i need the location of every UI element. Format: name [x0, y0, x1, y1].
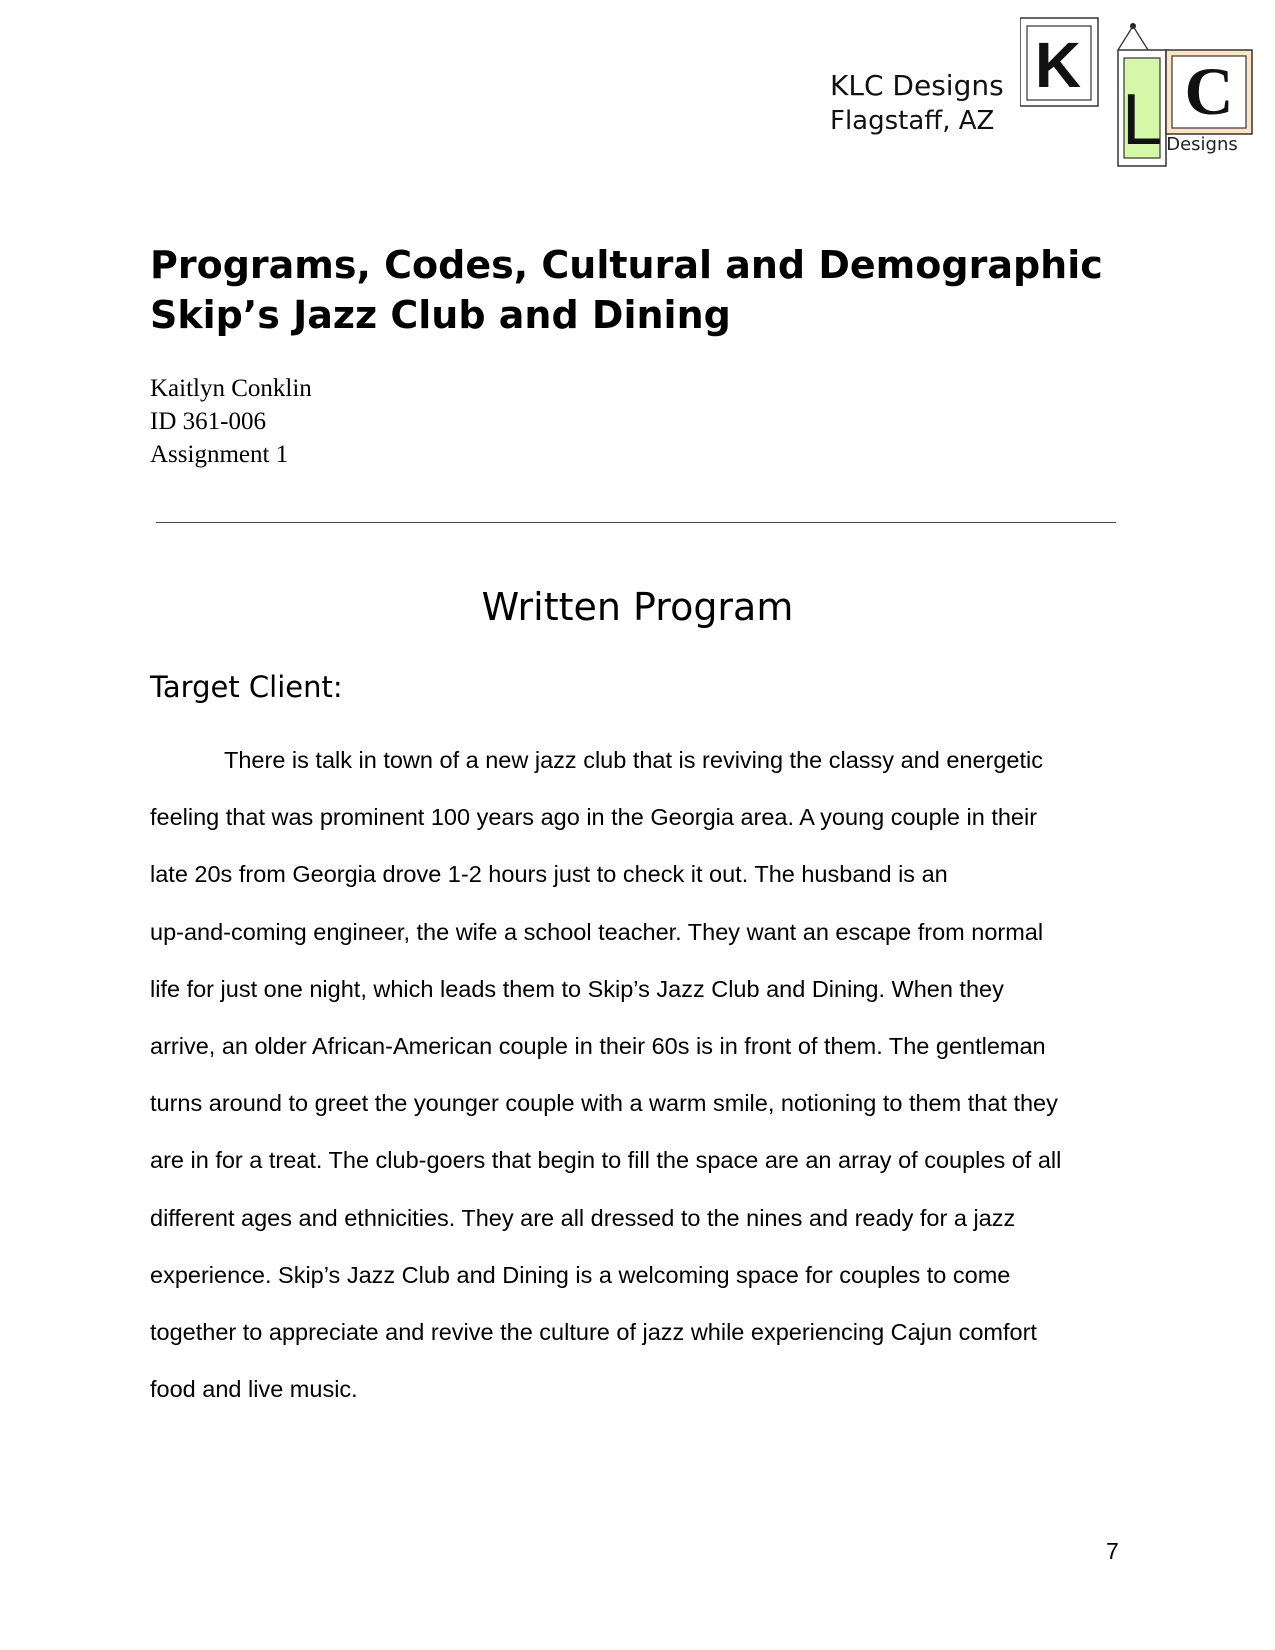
company-name: KLC Designs	[830, 69, 1004, 102]
paragraph-line: feeling that was prominent 100 years ago in the Georgia area. A young couple in their	[150, 804, 1038, 831]
paragraph-line: are in for a treat. The club-goers that begin to fill the space are an array of couples of all	[150, 1147, 1062, 1174]
title-line-2: Skip’s Jazz Club and Dining	[150, 293, 731, 337]
target-client-heading: Target Client:	[150, 670, 343, 704]
author-info	[150, 372, 312, 471]
course-id: ID 361-006	[150, 408, 266, 435]
paragraph-line: late 20s from Georgia drove 1-2 hours just to check it out. The husband is an	[150, 861, 948, 888]
horizontal-divider	[156, 522, 1116, 523]
assignment-label: Assignment 1	[150, 441, 289, 468]
klc-designs-logo	[1020, 14, 1255, 169]
logo-letter-c: C	[1184, 53, 1234, 129]
paragraph-line: turns around to greet the younger couple with a warm smile, notioning to them that they	[150, 1090, 1058, 1117]
paragraph-line: different ages and ethnicities. They are all dressed to the nines and ready for a jazz	[150, 1204, 1016, 1231]
paragraph-line: food and live music.	[150, 1376, 358, 1403]
paragraph-line: life for just one night, which leads them to Skip’s Jazz Club and Dining. When they	[150, 975, 1004, 1002]
paragraph-line: up-and-coming engineer, the wife a school teacher. They want an escape from normal	[150, 918, 1044, 945]
document-title	[150, 240, 1103, 340]
paragraph-line: arrive, an older African-American couple in their 60s is in front of them. The gentleman	[150, 1033, 1046, 1060]
paragraph-line: experience. Skip’s Jazz Club and Dining is a welcoming space for couples to come	[150, 1261, 1011, 1288]
target-client-paragraph	[150, 732, 1130, 1418]
paragraph-line: There is talk in town of a new jazz club that is reviving the classy and energetic	[224, 747, 1043, 773]
page-number: 7	[1106, 1538, 1119, 1564]
logo-letter-l: L	[1121, 80, 1163, 160]
logo-designs-text: Designs	[1166, 134, 1238, 155]
logo-letter-k: K	[1034, 29, 1082, 101]
title-line-1: Programs, Codes, Cultural and Demographic	[150, 243, 1103, 287]
author-name: Kaitlyn Conklin	[150, 375, 312, 402]
paragraph-line: together to appreciate and revive the culture of jazz while experiencing Cajun comfort	[150, 1319, 1037, 1346]
company-location: Flagstaff, AZ	[830, 106, 995, 136]
section-heading: Written Program	[481, 585, 794, 629]
